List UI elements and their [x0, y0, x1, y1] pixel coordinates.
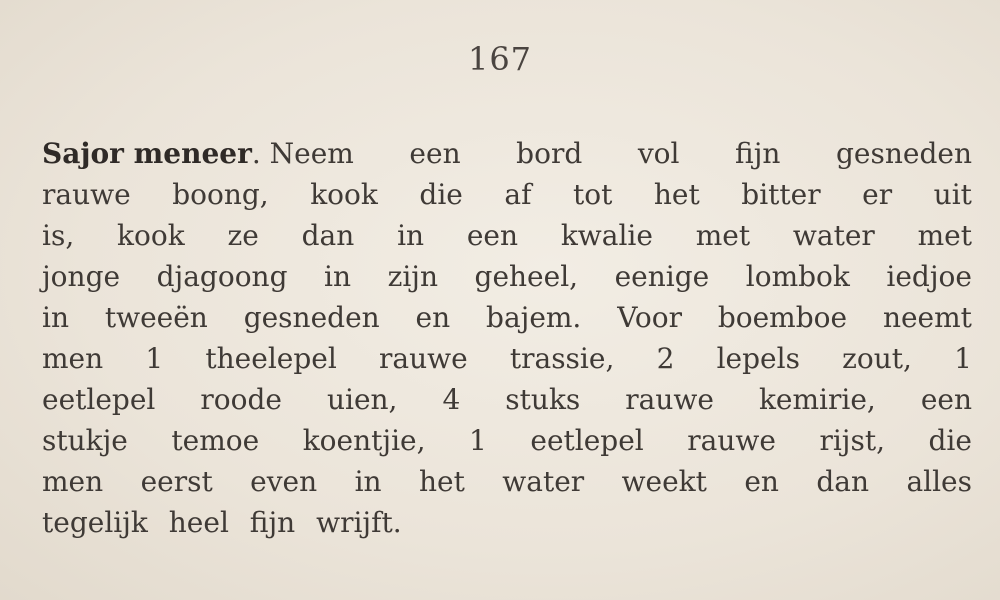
- word: met: [917, 219, 972, 252]
- word: neemt: [882, 301, 972, 334]
- word: gesneden: [243, 301, 380, 334]
- word: lombok: [745, 260, 850, 293]
- word: rijst,: [819, 424, 885, 457]
- word: eetlepel: [530, 424, 644, 457]
- word: rauwe: [625, 383, 714, 416]
- recipe-title: Sajor meneer: [42, 137, 252, 170]
- text-line: [42, 461, 972, 502]
- word: en: [415, 301, 451, 334]
- word: boong,: [172, 178, 269, 211]
- word: vol: [637, 137, 680, 170]
- text-line: [42, 174, 972, 215]
- word: water: [792, 219, 875, 252]
- word: en: [744, 465, 779, 498]
- word: eenige: [614, 260, 710, 293]
- word: roode: [200, 383, 282, 416]
- word: een: [409, 137, 461, 170]
- word: in: [354, 465, 382, 498]
- word: zijn: [387, 260, 438, 293]
- word: zout,: [842, 342, 912, 375]
- word: er: [862, 178, 893, 211]
- word: Voor: [617, 301, 682, 334]
- word: gesneden: [835, 137, 972, 170]
- word: trassie,: [509, 342, 615, 375]
- word: kook: [310, 178, 378, 211]
- text-line: [42, 133, 972, 174]
- word: 4: [442, 383, 461, 416]
- word: water: [502, 465, 585, 498]
- word: is,: [42, 219, 75, 252]
- word: dan: [301, 219, 355, 252]
- word: met: [695, 219, 751, 252]
- line-start: [42, 133, 354, 174]
- word: 1: [954, 342, 972, 375]
- word: alles: [906, 465, 972, 498]
- word: theelepel: [205, 342, 337, 375]
- word: dan: [816, 465, 870, 498]
- word: ze: [227, 219, 259, 252]
- word: iedjoe: [886, 260, 972, 293]
- word: bajem.: [486, 301, 582, 334]
- word: rauwe: [42, 178, 131, 211]
- word: uit: [933, 178, 972, 211]
- word: tot: [572, 178, 613, 211]
- page-number: 167: [467, 40, 533, 78]
- word: djagoong: [156, 260, 288, 293]
- word: . Neem: [251, 137, 354, 170]
- word: die: [419, 178, 463, 211]
- text-line: [42, 215, 972, 256]
- word: eetlepel: [42, 383, 156, 416]
- word: 1: [469, 424, 487, 457]
- word: 2: [656, 342, 675, 375]
- word: kemirie,: [758, 383, 876, 416]
- recipe-paragraph: [42, 133, 972, 543]
- word: lepels: [716, 342, 800, 375]
- word: eerst: [140, 465, 213, 498]
- word: 1: [145, 342, 164, 375]
- word: kwalie: [560, 219, 653, 252]
- word: bord: [516, 137, 583, 170]
- word: bitter: [741, 178, 821, 211]
- word: men: [42, 342, 104, 375]
- word: in: [324, 260, 352, 293]
- text-line: [42, 256, 972, 297]
- word: temoe: [171, 424, 260, 457]
- text-line: [42, 338, 972, 379]
- text-line: [42, 297, 972, 338]
- last-line-text: tegelijk heel fijn wrijft.: [42, 506, 402, 539]
- word: die: [928, 424, 972, 457]
- word: men: [42, 465, 104, 498]
- word: stuks: [505, 383, 581, 416]
- word: het: [653, 178, 700, 211]
- word: weekt: [621, 465, 707, 498]
- word: een: [920, 383, 972, 416]
- word: het: [419, 465, 465, 498]
- word: rauwe: [687, 424, 776, 457]
- word: een: [466, 219, 519, 252]
- word: stukje: [42, 424, 128, 457]
- text-line: [42, 420, 972, 461]
- word: koentjie,: [302, 424, 426, 457]
- word: in: [42, 301, 69, 334]
- word: boemboe: [717, 301, 848, 334]
- text-line: [42, 502, 972, 543]
- word: fijn: [735, 137, 781, 170]
- word: geheel,: [474, 260, 579, 293]
- word: tweeën: [104, 301, 208, 334]
- word: in: [397, 219, 425, 252]
- word: jonge: [42, 260, 121, 293]
- word: rauwe: [379, 342, 468, 375]
- word: even: [250, 465, 318, 498]
- word: af: [504, 178, 532, 211]
- word: kook: [117, 219, 185, 252]
- text-line: [42, 379, 972, 420]
- word: uien,: [326, 383, 398, 416]
